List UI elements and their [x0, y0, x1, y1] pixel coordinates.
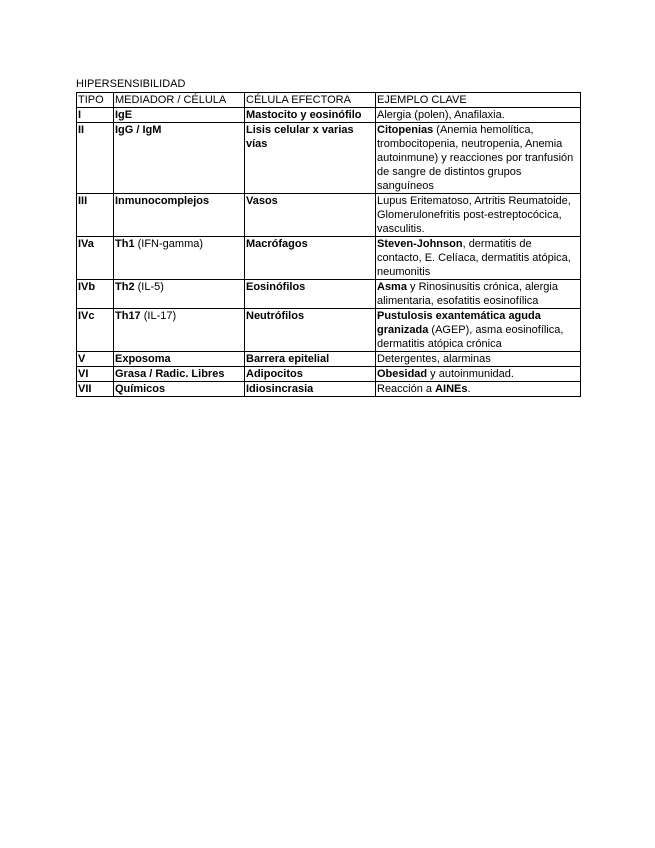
cell-tipo: VI: [77, 367, 114, 382]
cell-ejemplo: [376, 382, 581, 397]
cell-mediador: [114, 382, 245, 397]
cell-celula-efectora: Eosinófilos: [245, 280, 376, 309]
cell-ejemplo: [376, 123, 581, 194]
cell-celula-efectora: Adipocitos: [245, 367, 376, 382]
mediador-text: (IFN-gamma): [134, 238, 204, 250]
ejemplo-bold: Steven-Johnson: [377, 238, 463, 250]
mediador-bold: Th2: [115, 281, 135, 293]
mediador-text: (IL-17): [140, 310, 177, 322]
mediador-bold: IgG / IgM: [115, 124, 162, 136]
ejemplo-bold: Asma: [377, 281, 407, 293]
cell-mediador: [114, 367, 245, 382]
mediador-bold: Th17: [115, 310, 141, 322]
table-row: [77, 382, 581, 397]
cell-celula-efectora: Barrera epitelial: [245, 352, 376, 367]
table-row: [77, 108, 581, 123]
mediador-bold: Grasa / Radic. Libres: [115, 368, 225, 380]
cell-ejemplo: [376, 309, 581, 352]
cell-celula-efectora: Macrófagos: [245, 237, 376, 280]
cell-tipo: IVa: [77, 237, 114, 280]
cell-celula-efectora: Vasos: [245, 194, 376, 237]
cell-mediador: [114, 194, 245, 237]
table-row: [77, 237, 581, 280]
mediador-bold: IgE: [115, 109, 133, 121]
cell-tipo: V: [77, 352, 114, 367]
cell-tipo: III: [77, 194, 114, 237]
header-ejemplo-clave: EJEMPLO CLAVE: [376, 93, 581, 108]
cell-ejemplo: [376, 237, 581, 280]
cell-tipo: VII: [77, 382, 114, 397]
header-tipo: TIPO: [77, 93, 114, 108]
ejemplo-bold: Pustulosis exantemática aguda granizada: [377, 310, 541, 336]
header-celula-efectora: CÉLULA EFECTORA: [245, 93, 376, 108]
cell-mediador: [114, 108, 245, 123]
ejemplo-prefix: Reacción a: [377, 383, 436, 395]
table-row: [77, 352, 581, 367]
hypersensitivity-table: [76, 92, 581, 397]
cell-mediador: [114, 352, 245, 367]
ejemplo-text: , dermatitis de contacto, E. Celíaca, dermatitis atópica, neumonitis: [377, 238, 571, 278]
cell-tipo: I: [77, 108, 114, 123]
cell-celula-efectora: Neutrófilos: [245, 309, 376, 352]
cell-tipo: II: [77, 123, 114, 194]
cell-ejemplo: [376, 108, 581, 123]
cell-mediador: [114, 280, 245, 309]
cell-tipo: IVb: [77, 280, 114, 309]
ejemplo-bold: Citopenias: [377, 124, 434, 136]
cell-ejemplo: [376, 280, 581, 309]
cell-celula-efectora: Mastocito y eosinófilo: [245, 108, 376, 123]
header-row: [77, 93, 581, 108]
mediador-bold: Inmunocomplejos: [115, 195, 210, 207]
cell-mediador: [114, 309, 245, 352]
ejemplo-text: (AGEP), asma eosinofílica, dermatitis atópica crónica: [377, 324, 564, 350]
ejemplo-bold: Obesidad: [377, 368, 428, 380]
mediador-text: (IL-5): [134, 281, 164, 293]
table-row: [77, 367, 581, 382]
spreadsheet-page: [76, 78, 580, 397]
cell-celula-efectora: Idiosincrasia: [245, 382, 376, 397]
cell-ejemplo: [376, 194, 581, 237]
table-row: [77, 309, 581, 352]
ejemplo-text: Lupus Eritematoso, Artritis Reumatoide, Glomerulonefritis post-estreptocócica, vasculitis.: [377, 195, 571, 235]
cell-celula-efectora: Lisis celular x varias vías: [245, 123, 376, 194]
table-row: [77, 123, 581, 194]
sheet-title: HIPERSENSIBILIDAD: [76, 78, 186, 90]
cell-tipo: IVc: [77, 309, 114, 352]
ejemplo-text: .: [467, 383, 471, 395]
ejemplo-text: Alergia (polen), Anafilaxia.: [377, 109, 505, 121]
ejemplo-text: Detergentes, alarminas: [377, 353, 491, 365]
cell-ejemplo: [376, 352, 581, 367]
cell-mediador: [114, 123, 245, 194]
table-row: [77, 280, 581, 309]
cell-mediador: [114, 237, 245, 280]
header-mediador: MEDIADOR / CÉLULA: [114, 93, 245, 108]
table-row: [77, 194, 581, 237]
mediador-bold: Químicos: [115, 383, 166, 395]
mediador-bold: Exposoma: [115, 353, 171, 365]
ejemplo-text: (Anemia hemolítica, trombocitopenia, neutropenia, Anemia autoinmune) y reacciones por tranfusión de sangre de distintos grupos sanguíneos: [377, 124, 574, 192]
ejemplo-text: y Rinosinusitis crónica, alergia alimentaria, esofatitis eosinofílica: [377, 281, 558, 307]
mediador-bold: Th1: [115, 238, 135, 250]
ejemplo-bold: AINEs: [435, 383, 468, 395]
ejemplo-text: y autoinmunidad.: [427, 368, 514, 380]
cell-ejemplo: [376, 367, 581, 382]
